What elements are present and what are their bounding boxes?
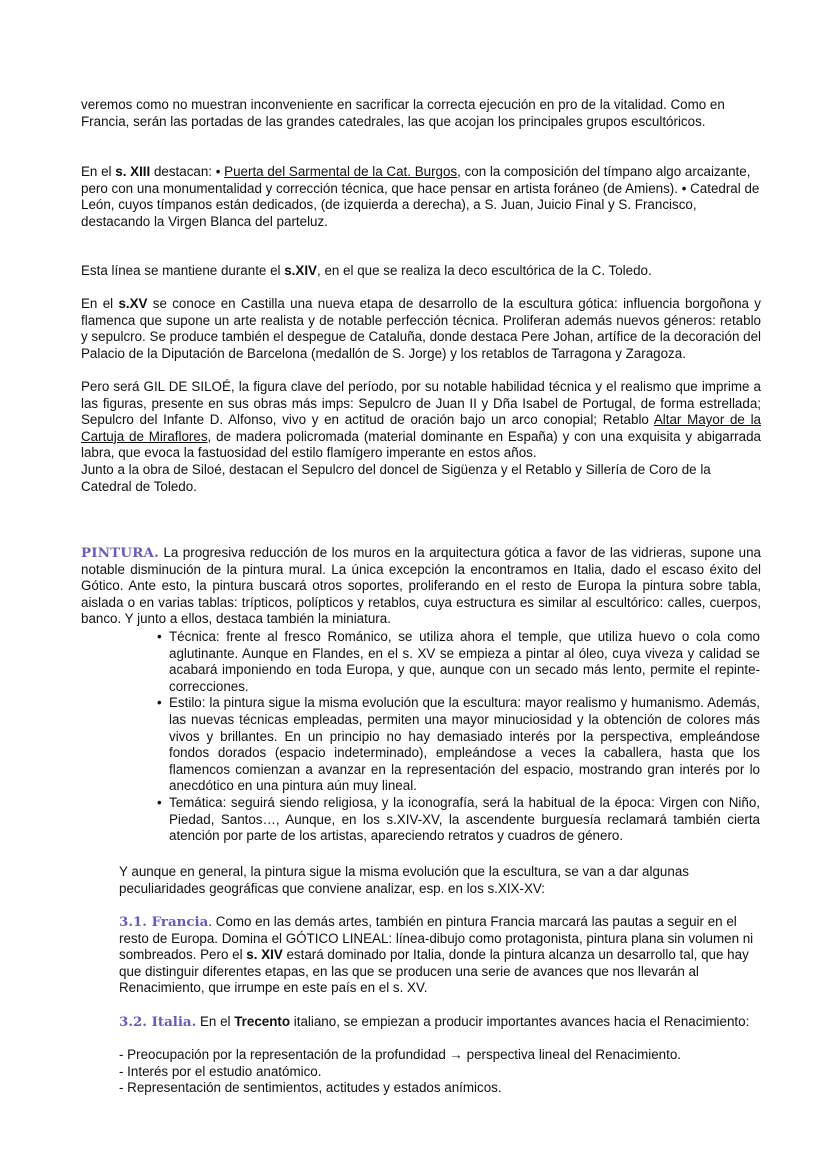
francia-paragraph <box>119 914 761 997</box>
bullet-estilo: Estilo: la pintura sigue la misma evolución que la escultura: mayor realismo y humanismo. Además, las nuevas técnicas empleadas, permiten una mayor minuciosidad y la obtención de colores más vivos y brillantes. En un principio no hay demasiado interés por la perspectiva, empleándose fondos dorados (espacio indeterminado), empleándose a veces la caballera, hasta que los flamencos comienzan a avanzar en la representación del espacio, mostrando gran interés por lo anecdótico en una pintura aún muy lineal. <box>169 695 760 794</box>
bullet-icon: • <box>157 695 162 711</box>
pintura-bullets <box>144 629 760 845</box>
bullet-tematica: Temática: seguirá siendo religiosa, y la iconografía, será la habitual de la época: Virgen con Niño, Piedad, Santos…, Aunque, en los s.XIV-XV, la ascendente burguesía reclamará también cierta atención por parte de los artistas, apareciendo retratos y cuadros de género. <box>169 794 760 844</box>
junto-paragraph: Junto a la obra de Siloé, destacan el Sepulcro del doncel de Sigüenza y el Retablo y Sillería de Coro de la Catedral de Toledo. <box>81 462 711 494</box>
s13-after: destacan: • <box>150 164 225 179</box>
siloe-paragraph <box>81 379 761 462</box>
list-item <box>144 629 760 695</box>
list-item: - Preocupación por la representación de la profundidad → perspectiva lineal del Renacimiento. <box>119 1047 681 1062</box>
s14-lead: Esta línea se mantiene durante el <box>81 263 285 278</box>
s14-paragraph <box>81 263 761 280</box>
s15-rest: se conoce en Castilla una nueva etapa de desarrollo de la escultura gótica: influencia borgoñona y flamenca que supone un arte realista y de notable perfección técnica. Proliferan además nuevos géneros: retablo y sepulcro. Se produce también el despegue de Cataluña, donde destaca Pere Johan, artífice de la decoración del Palacio de la Diputación de Barcelona (medallón de S. Jorge) y los retablos de Tarragona y Zaragoza. <box>81 296 762 361</box>
francia-text-a: Como en las demás artes, también en pintura Francia marcará las pautas a seguir en el resto de Europa. Domina el GÓTICO LINEAL: línea-dibujo como protagonista, pintura plana sin volumen ni sombreados. Pero el <box>119 914 754 963</box>
s14-century: s.XIV <box>284 263 317 278</box>
italia-heading: 3.2. Italia. <box>119 1014 197 1030</box>
s15-paragraph <box>81 296 761 362</box>
list-item <box>144 795 760 845</box>
pintura-text: La progresiva reducción de los muros en la arquitectura gótica a favor de las vidrieras, supone una notable disminución de la pintura mural. La única excepción la encontramos en Italia, dado el escaso éxito del Gótico. Ante esto, la pintura buscará otros soportes, proliferando en el resto de Europa la pintura sobre tabla, aislada o en varias tablas: trípticos, polípticos y retablos, cuya estructura es similar al escultórico: calles, cuerpos, banco. Y junto a ellos, destaca también la miniatura. <box>81 545 761 627</box>
s13-rest: , con la composición del tímpano algo arcaizante, pero con una monumentalidad y corrección técnica, que hace pensar en artista foráneo (de Amiens). • Catedral de León, cuyos tímpanos están dedicados, (de izquierda a derecha), a S. Juan, Juicio Final y S. Francisco, destacando la Virgen Blanca del parteluz. <box>81 164 760 229</box>
burgos-link[interactable]: Puerta del Sarmental de la Cat. Burgos <box>224 164 458 179</box>
intro-paragraph: veremos como no muestran inconveniente en sacrificar la correcta ejecución en pro de la vitalidad. Como en Francia, serán las portadas de las grandes catedrales, las que acojan los principales grupos escultóricos. <box>81 97 725 129</box>
francia-heading: 3.1. Francia <box>119 914 209 930</box>
list-item: - Representación de sentimientos, actitudes y estados anímicos. <box>119 1080 502 1096</box>
italia-rest: italiano, se empiezan a producir importantes avances hacia el Renacimiento: <box>290 1014 750 1029</box>
s14-rest: , en el que se realiza la deco escultórica de la C. Toledo. <box>317 263 652 278</box>
s15-lead: En el <box>81 296 119 311</box>
list-item: - Interés por el estudio anatómico. <box>119 1063 322 1079</box>
bullet-tecnica: Técnica: frente al fresco Románico, se utiliza ahora el temple, que utiliza huevo o cola como aglutinante. Aunque en Flandes, en el s. XV se empieza a pintar al óleo, cuya viveza y calidad se acabará imponiendo en toda Europa, y que, aunque con un secado más lento, permite el repinte-correcciones. <box>169 629 760 694</box>
trecento-word: Trecento <box>234 1014 291 1029</box>
francia-century: s. XIV <box>246 947 283 963</box>
bullet-icon: • <box>157 629 162 644</box>
pintura-paragraph <box>81 545 761 628</box>
s13-century: s. XIII <box>115 164 151 179</box>
francia-text-b: estará dominado por Italia, donde la pintura alcanza un desarrollo tal, que hay que distinguir diferentes etapas, en las que se producen una serie de avances que nos llevarán al Renacimiento, que irrumpe en este país en el s. XV. <box>119 947 749 996</box>
miraflores-link[interactable]: Altar Mayor de la Cartuja de Miraflores <box>81 412 761 444</box>
italia-list <box>119 1047 769 1097</box>
italia-paragraph <box>119 1014 761 1031</box>
s13-paragraph <box>81 164 761 230</box>
list-item <box>144 695 760 795</box>
italia-lead: En el <box>196 1014 235 1029</box>
pintura-heading: PINTURA. <box>81 545 159 561</box>
s15-century: s.XV <box>118 296 148 311</box>
siloe-text-a: Pero será GIL DE SILOÉ, la figura clave del período, por su notable habilidad técnica y el realismo que imprime a las figuras, presente en sus obras más imps: Sepulcro de Juan II y Dña Isabel de Portugal, de forma estrellada; Sepulcro del Infante D. Alfonso, vivo y en actitud de oración bajo un arco conopial; Retablo <box>81 379 761 428</box>
s13-lead: En el <box>81 164 116 179</box>
bullet-icon: • <box>157 794 162 810</box>
siloe-text-b: , de madera policromada (material dominante en España) y con una exquisita y abigarrada labra, que evoca la fastuosidad del estilo flamígero imperante en estos años. <box>81 428 761 461</box>
summary-paragraph: Y aunque en general, la pintura sigue la misma evolución que la escultura, se van a dar algunas peculiaridades geográficas que conviene analizar, esp. en los s.XIX-XV: <box>119 864 689 896</box>
francia-dot: . <box>208 914 213 929</box>
